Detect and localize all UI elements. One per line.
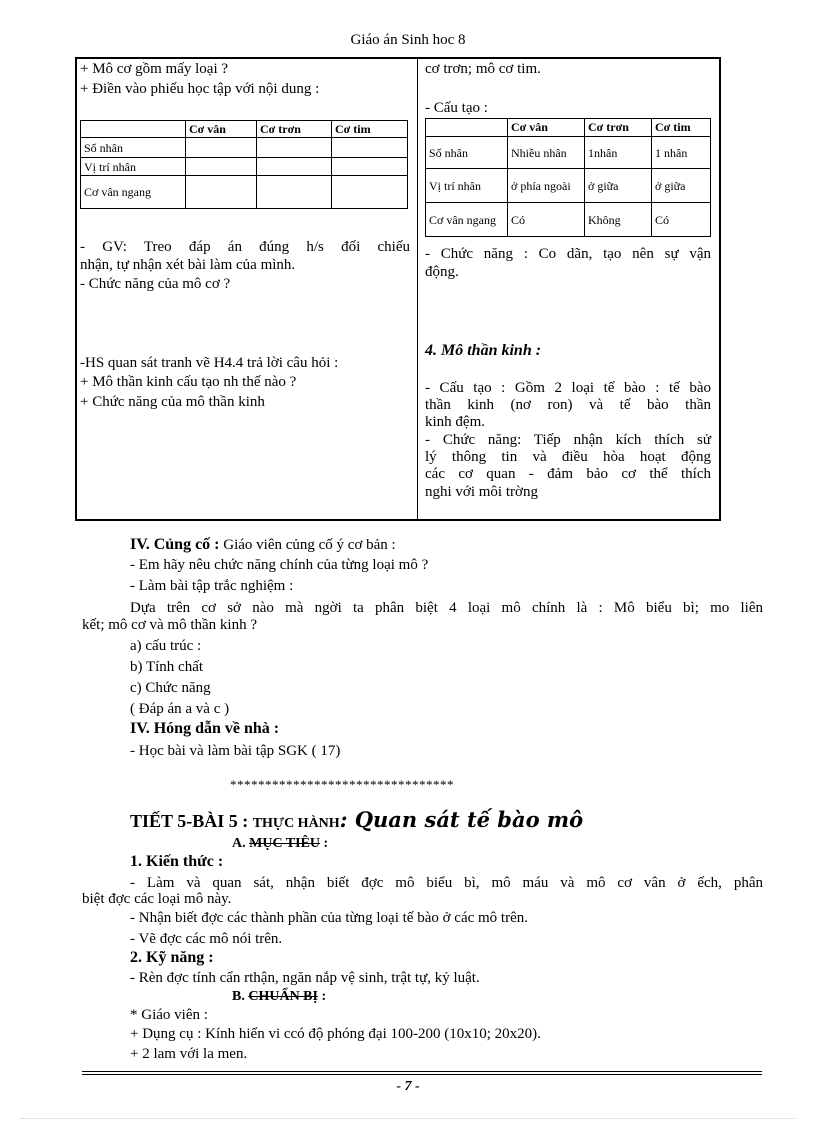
knowledge-l2: biệt đợc các loại mô này. — [82, 891, 232, 907]
left-table-cell: Cơ vân ngang — [81, 176, 186, 209]
review-l1: - Em hãy nêu chức năng chính của từng loại mô ? — [130, 557, 429, 573]
left-table-cell — [257, 138, 332, 158]
right-table-cell: Có — [508, 203, 585, 237]
section-b-suffix: : — [317, 989, 327, 1004]
review-l4: kết; mô cơ và mô thần kinh ? — [82, 617, 257, 633]
left-table-cell — [186, 176, 257, 209]
right-table-cell: Nhiều nhân — [508, 137, 585, 169]
right-s4-l3: kinh đệm. — [425, 414, 485, 430]
right-table-cell: Có — [652, 203, 711, 237]
right-table-header: Cơ vân — [508, 119, 585, 137]
section-a-word: MỤC TIÊU — [249, 836, 321, 851]
star-divider: ******************************** — [230, 777, 454, 792]
section-b-heading — [232, 989, 326, 1005]
right-line1: cơ trơn; mô cơ tim. — [425, 61, 541, 77]
left-table-cell: Vị trí nhân — [81, 158, 186, 176]
section-a-suffix: : — [320, 836, 329, 851]
review-option-a: a) cấu trúc : — [130, 638, 202, 654]
section-a-heading — [232, 836, 328, 852]
column-divider — [417, 57, 418, 521]
left-q4: + Chức năng của mô thần kinh — [80, 394, 265, 410]
left-table-cell — [332, 138, 408, 158]
teacher-label: * Giáo viên : — [130, 1007, 208, 1023]
page-number: - 7 - — [396, 1079, 420, 1094]
review-title: IV. Củng cố : — [130, 536, 220, 553]
left-table-header — [81, 121, 186, 138]
knowledge-l1: - Làm và quan sát, nhận biết đợc mô biểu bì, mô máu và mô cơ vân ở ếch, phân — [130, 875, 763, 891]
skills-l1: - Rèn đợc tính cẩn rthận, ngăn nắp vệ sinh, trật tự, kỷ luật. — [130, 970, 480, 986]
right-s4-l1: - Cấu tạo : Gồm 2 loại tế bào : tế bào — [425, 380, 711, 396]
lesson-title-small: THỰC HÀNH — [252, 816, 340, 831]
review-option-c: c) Chức năng — [130, 680, 211, 696]
knowledge-l4: - Vẽ đợc các mô nói trên. — [130, 931, 283, 947]
right-s4-l6: các cơ quan - đảm bảo cơ thể thích — [425, 466, 711, 482]
knowledge-title: 1. Kiến thức : — [130, 853, 224, 870]
section-b-word: CHUẨN BỊ — [248, 989, 318, 1004]
review-option-b: b) Tính chất — [130, 659, 204, 675]
footer-rule-top — [82, 1071, 762, 1072]
right-s4-l2: thần kinh (nơ ron) và tế bào thần — [425, 397, 711, 413]
left-table-cell — [186, 138, 257, 158]
left-q2: + Điền vào phiếu học tập với nội dung : — [80, 81, 320, 97]
section-b-prefix: B. — [232, 989, 249, 1004]
left-gv-line1: - GV: Treo đáp án đúng h/s đối chiếu — [80, 239, 410, 255]
review-l2: - Làm bài tập trắc nghiệm : — [130, 578, 294, 594]
right-table-cell: ở phía ngoài — [508, 169, 585, 203]
left-table-header: Cơ tim — [332, 121, 408, 138]
left-q1: + Mô cơ gồm mấy loại ? — [80, 61, 229, 77]
right-table-cell: 1 nhân — [652, 137, 711, 169]
right-table-cell: Không — [585, 203, 652, 237]
right-table-cell: Số nhân — [426, 137, 508, 169]
left-gv-line2: nhận, tự nhận xét bài làm của mình. — [80, 257, 296, 273]
left-table-cell — [257, 158, 332, 176]
left-table-cell: Số nhân — [81, 138, 186, 158]
right-s4-l5: lý thông tin và điều hòa hoạt động — [425, 449, 711, 465]
review-heading — [130, 537, 396, 553]
knowledge-l3: - Nhận biết đợc các thành phần của từng loại tế bào ở các mô trên. — [130, 910, 529, 926]
right-s4-l7: nghi với môi trờng — [425, 484, 538, 500]
page-edge-divider — [20, 1118, 796, 1119]
right-section4-title: 4. Mô thần kinh : — [425, 342, 542, 359]
skills-title: 2. Kỹ năng : — [130, 949, 214, 966]
left-q3: + Mô thần kinh cấu tạo nh thế nào ? — [80, 374, 297, 390]
review-answer: ( Đáp án a và c ) — [130, 701, 230, 717]
home-l1: - Học bài và làm bài tập SGK ( 17) — [130, 743, 341, 759]
left-table-header: Cơ trơn — [257, 121, 332, 138]
left-table-cell — [186, 158, 257, 176]
review-title-rest: Giáo viên củng cố ý cơ bản : — [219, 537, 396, 553]
section-a-prefix: A. — [232, 836, 250, 851]
review-l3: Dựa trên cơ sở nào mà ngời ta phân biệt 4 loại mô chính là : Mô biểu bì; mo liên — [130, 600, 763, 616]
lesson-title-prefix: TIẾT 5-BÀI 5 : — [130, 811, 253, 831]
tools-line: + Dụng cụ : Kính hiển vi ccó độ phóng đại 100-200 (10x10; 20x20). — [130, 1026, 541, 1042]
slides-line: + 2 lam với la men. — [130, 1046, 248, 1062]
left-worksheet-table — [80, 120, 408, 209]
left-table-header: Cơ vân — [186, 121, 257, 138]
left-table-cell — [332, 158, 408, 176]
right-table-cell: Vị trí nhân — [426, 169, 508, 203]
right-table-header: Cơ tim — [652, 119, 711, 137]
right-structure-label: - Cấu tạo : — [425, 100, 488, 116]
right-func1: - Chức năng : Co dãn, tạo nên sự vận — [425, 246, 711, 262]
left-table-cell — [332, 176, 408, 209]
left-function-question: - Chức năng của mô cơ ? — [80, 276, 231, 292]
right-table-cell: 1nhân — [585, 137, 652, 169]
lesson-title-script: : Quan sát tế bào mô — [339, 807, 584, 832]
right-func2: động. — [425, 264, 459, 280]
right-table-cell: ở giữa — [652, 169, 711, 203]
right-table-cell: ở giữa — [585, 169, 652, 203]
page-header: Giáo án Sinh hoc 8 — [350, 32, 466, 48]
right-table-header — [426, 119, 508, 137]
footer-rule-bottom — [82, 1074, 762, 1075]
right-table-header: Cơ trơn — [585, 119, 652, 137]
right-table-cell: Cơ vân ngang — [426, 203, 508, 237]
home-title: IV. Hóng dẫn về nhà : — [130, 720, 280, 737]
left-hs-line: -HS quan sát tranh vẽ H4.4 trả lời câu hỏi : — [80, 355, 339, 371]
left-table-cell — [257, 176, 332, 209]
right-answer-table — [425, 118, 711, 237]
right-s4-l4: - Chức năng: Tiếp nhận kích thích sử — [425, 432, 711, 448]
lesson-title — [130, 807, 583, 832]
